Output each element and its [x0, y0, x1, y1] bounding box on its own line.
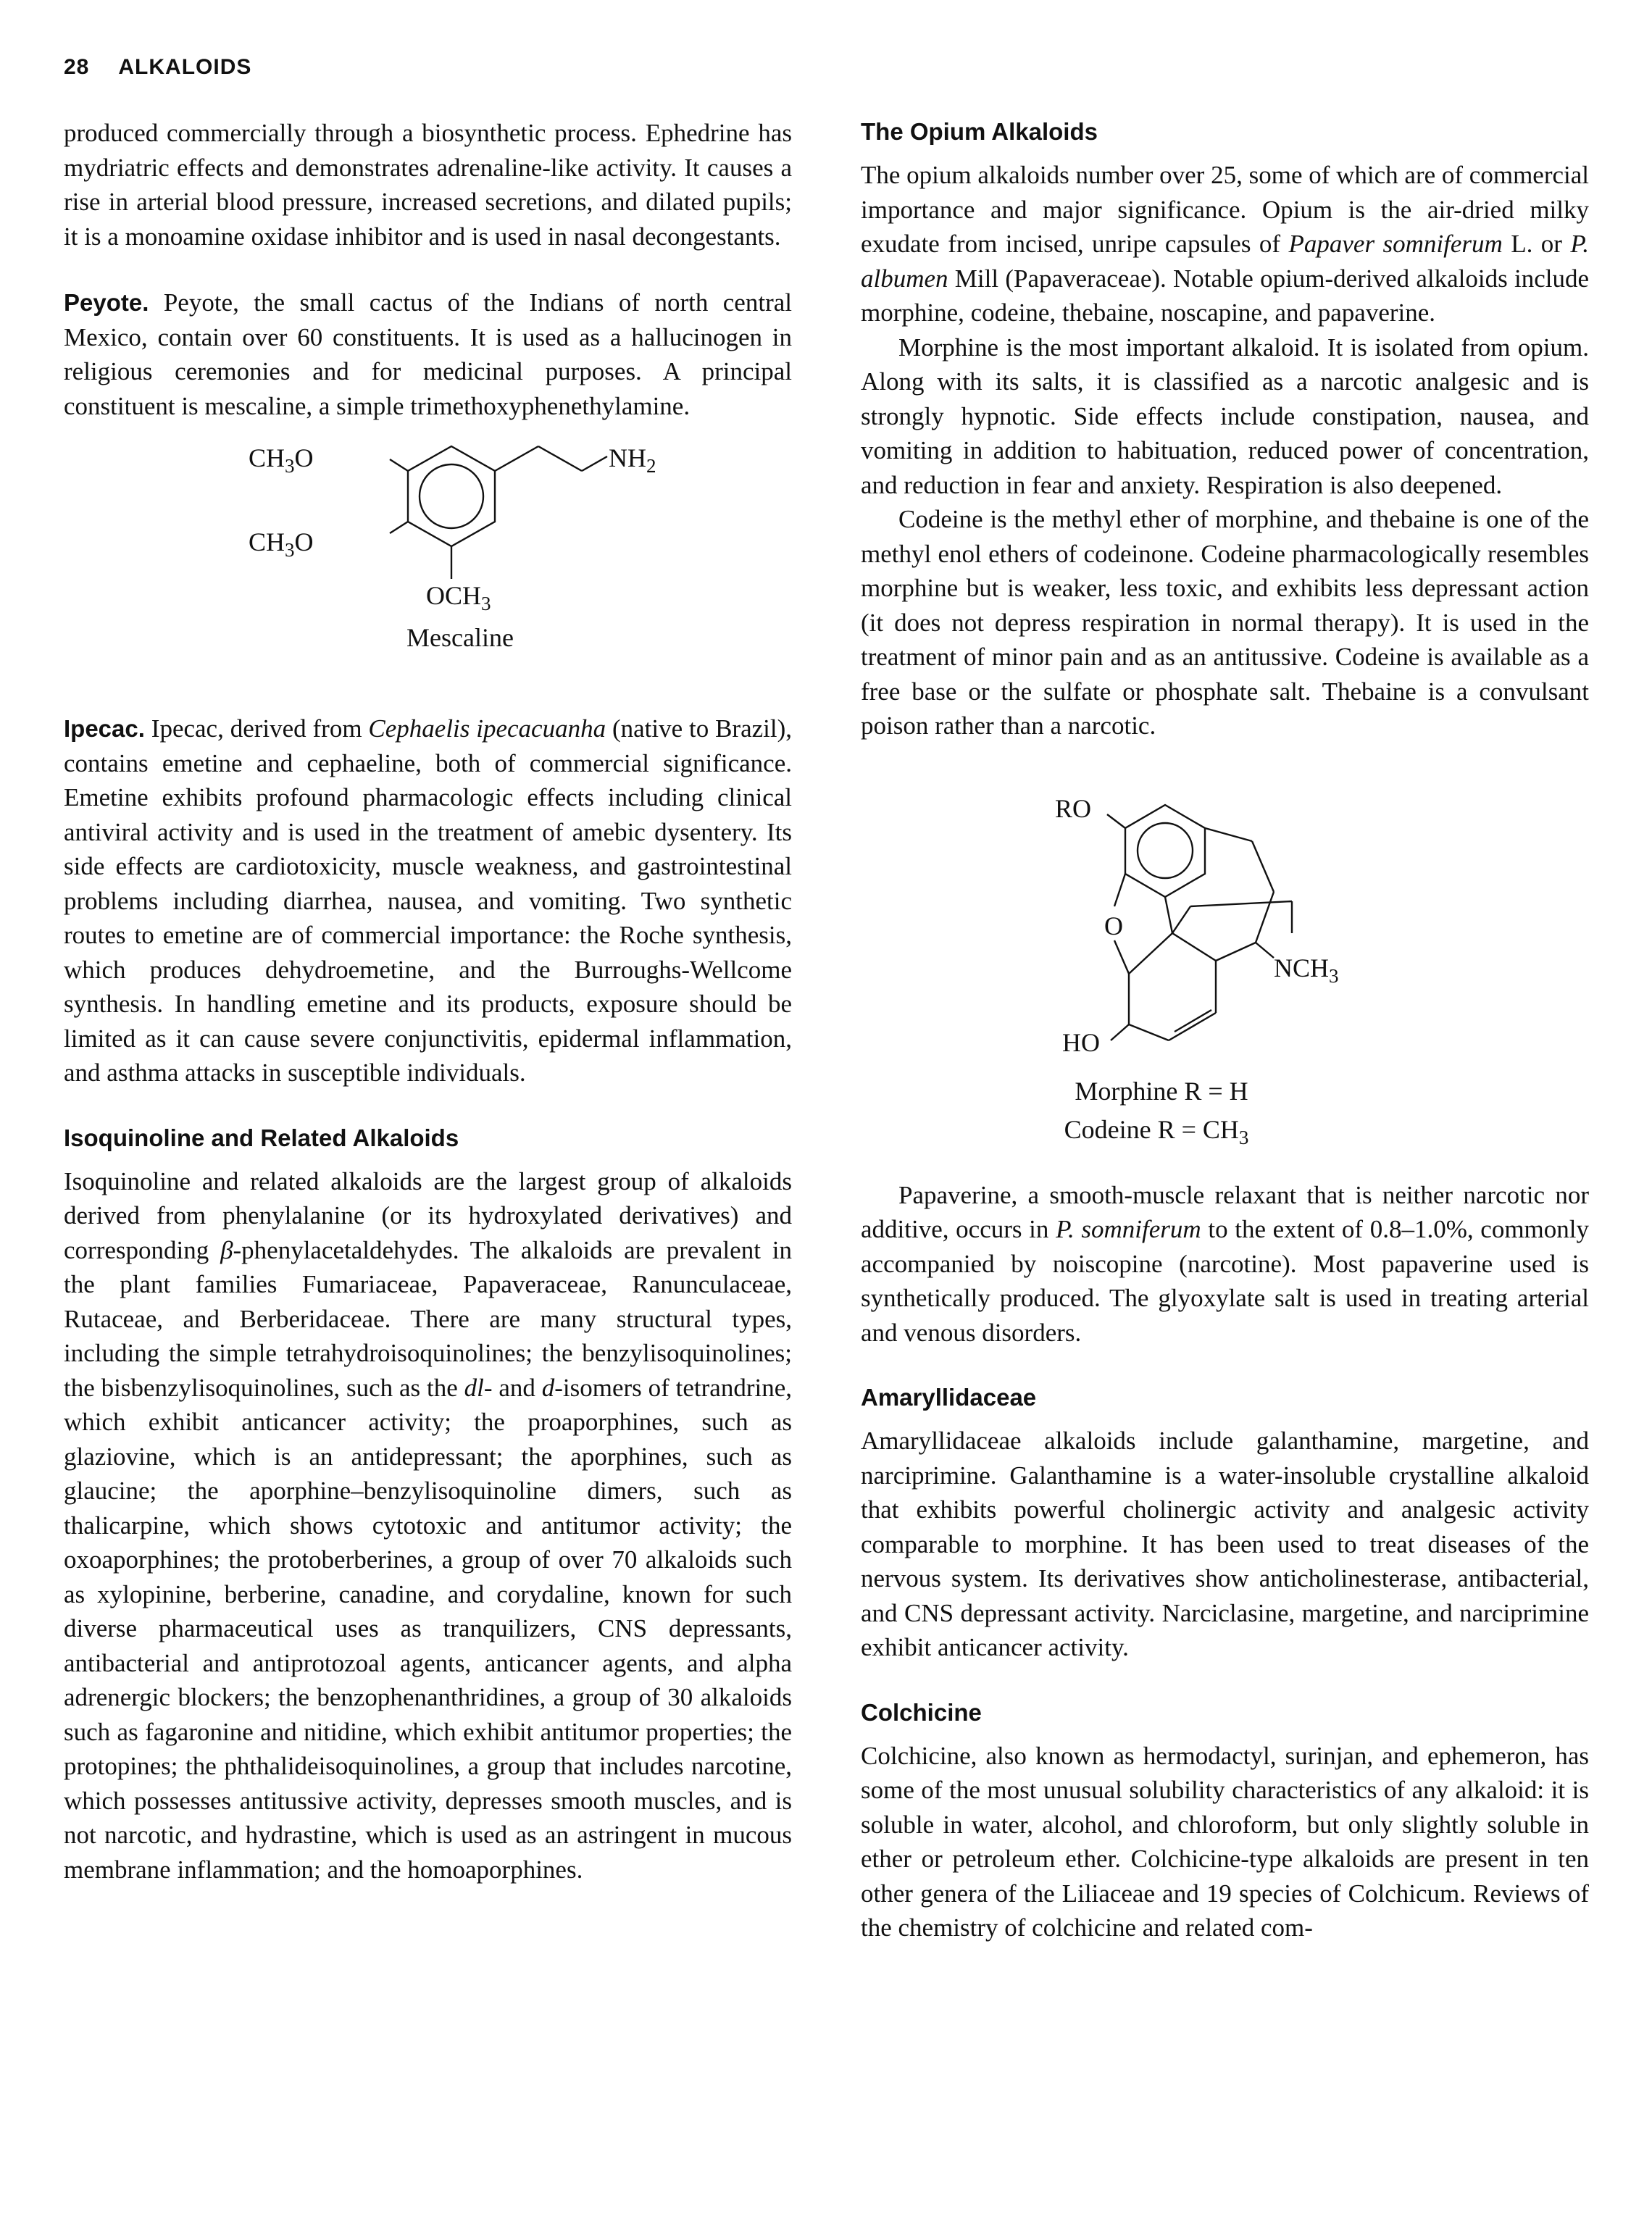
ho-bond	[1111, 1024, 1129, 1040]
right-column	[861, 116, 1589, 1945]
paragraph-papaverine	[861, 1178, 1589, 1350]
morphine-structure	[861, 743, 1589, 1178]
n-bond	[1256, 943, 1274, 958]
run-in-heading-ipecac: Ipecac.	[64, 715, 145, 742]
paragraph-amaryllidaceae: Amaryllidaceae alkaloids include galanthamine, margetine, and narciprimine. Galanthamine is a water-insoluble crystalline alkaloid that exhibits powerful cholinergic activity and analgesic activity comparable to morphine. It has been used to treat diseases of the nervous system. Its derivatives show anticholinesterase, antibacterial, and CNS depressant activity. Narciclasine, margetine, and narciprimine exhibit anticancer activity.	[861, 1427, 1589, 1661]
section-heading-colchicine: Colchicine	[861, 1698, 982, 1726]
ether-bond-2	[1114, 940, 1129, 974]
ro-label: RO	[1055, 793, 1092, 823]
bridge-bond-2	[1252, 841, 1274, 892]
opium-species-2: P. albumen	[861, 230, 1589, 293]
section-heading-opium: The Opium Alkaloids	[861, 118, 1098, 145]
benzene-ring	[408, 446, 495, 546]
ipecac-text-1: Ipecac, derived from	[144, 714, 369, 743]
mescaline-structure	[64, 423, 792, 691]
methoxy-bond-1	[390, 459, 408, 471]
page-number: 28	[64, 55, 90, 79]
papaverine-species: P. somniferum	[1056, 1215, 1201, 1243]
paragraph-isoquinoline	[64, 1164, 792, 1887]
nch3-label: $NCH_3$	[1274, 953, 1339, 987]
bridge-bond-1	[1205, 828, 1252, 841]
oxygen-label: O	[1104, 911, 1123, 940]
methoxy-label-2: $CH_3O$	[249, 527, 314, 561]
ether-bond-1	[1114, 874, 1125, 906]
opium-species-1: Papaver somniferum	[1288, 230, 1503, 258]
ethano-bridge-1	[1190, 901, 1292, 906]
paragraph-ephedrine: produced commercially through a biosynthetic process. Ephedrine has mydriatric effects and demonstrates adrenaline-like activity. It causes a rise in arterial blood pressure, increased secretions, and dilated pupils; it is a monoamine oxidase inhibitor and is used in nasal decongestants.	[64, 119, 792, 251]
ring-bond-7	[1129, 1024, 1169, 1040]
methoxy-label-3: $OCH_3$	[426, 581, 491, 614]
iso-text-1: Isoquinoline and related alkaloids are the largest group of alkaloids derived from phenylalanine (or its hydroxylated derivatives) and corresponding	[64, 1166, 792, 1264]
opium-text-2: L. or	[1502, 230, 1571, 258]
mescaline-caption: Mescaline	[406, 623, 514, 652]
ring-bond-4	[1172, 933, 1216, 961]
quaternary-bond	[1172, 906, 1190, 933]
peyote-text: Peyote, the small cactus of the Indians of north central Mexico, contain over 60 constituents. It is used as a hallucinogen in religious ceremonies and for medicinal purposes. A principal constituent is mescaline, a simple trimethoxyphenethylamine.	[64, 288, 792, 420]
iso-beta: β	[220, 1235, 233, 1264]
double-bond-outer	[1169, 1013, 1216, 1040]
running-title: ALKALOIDS	[118, 55, 252, 79]
running-header	[64, 55, 251, 80]
run-in-heading-peyote: Peyote.	[64, 289, 149, 316]
ring-bond-5	[1216, 943, 1256, 961]
double-bond-inner	[1175, 1010, 1211, 1032]
papaverine-text-2: to the extent of 0.8–1.0%, commonly accompanied by noiscopine (narcotine). Most papaverine used is synthetically produced. The glyoxylate salt is used in treating arterial and venous disorders.	[861, 1215, 1589, 1347]
paragraph-codeine: Codeine is the methyl ether of morphine, and thebaine is one of the methyl enol ethers of codeinone. Codeine pharmacologically resembles morphine but is weaker, less toxic, and exhibits less depressant action (it does not depress respiration in normal therapy). It is used in the treatment of minor pain and as an antitussive. Codeine is available as a free base or the sulfate or phosphate salt. Thebaine is a convulsant poison rather than a narcotic.	[861, 505, 1589, 740]
chain-bond-1	[495, 446, 538, 471]
ring-bond-1	[1165, 897, 1172, 933]
opium-text-3: Mill (Papaveraceae). Notable opium-derived alkaloids include morphine, codeine, thebaine, noscapine, and papaverine.	[861, 264, 1589, 327]
ho-label: HO	[1062, 1027, 1100, 1057]
ring-bond-2	[1129, 933, 1172, 974]
section-heading-amaryllidaceae: Amaryllidaceae	[861, 1384, 1037, 1411]
paragraph-peyote	[64, 285, 792, 423]
ring-bond-3	[1256, 892, 1274, 943]
iso-text-4: -isomers of tetrandrine, which exhibit anticancer activity; the proaporphines, such as glaziovine, which is an antidepressant; the aporphines, such as glaucine; the aporphine–benzylisoquinoline dimers, such as thalicarpine, which shows cytotoxic and antitumor activity; the oxoaporphines; the protoberberines, a group of over 70 alkaloids such as xylopinine, berberine, canadine, and corydaline, known for such diverse pharmaceutical uses as tranquilizers, CNS depressants, antibacterial and antiprotozoal agents, anticancer agents, and alpha adrenergic blockers; the benzophenanthridines, a group of 30 alkaloids such as fagaronine and nitidine, which exhibit antitumor properties; the protopines; the phthalideisoquinolines, a group that includes narcotine, which possesses antitussive activity, depresses smooth muscles, and is not narcotic, and hydrastine, which is used as an astringent in mucous membrane inflammation; and the homoaporphines.	[64, 1373, 792, 1884]
paragraph-colchicine: Colchicine, also known as hermodactyl, surinjan, and ephemeron, has some of the most unusual solubility characteristics of any alkaloid: it is soluble in water, alcohol, and chloroform, but only slightly soluble in ether or petroleum ether. Colchicine-type alkaloids are present in ten other genera of the Liliaceae and 19 species of Colchicum. Reviews of the chemistry of colchicine and related com-	[861, 1741, 1589, 1942]
aromatic-circle	[420, 464, 483, 528]
iso-d: d	[541, 1373, 555, 1402]
morphine-figure	[861, 743, 1589, 1178]
chain-bond-3	[582, 456, 607, 471]
methoxy-bond-2	[390, 522, 408, 533]
amine-label: $NH_2$	[609, 443, 656, 477]
paragraph-opium	[861, 158, 1589, 330]
paragraph-morphine: Morphine is the most important alkaloid. It is isolated from opium. Along with its salts, it is classified as a narcotic analgesic and is strongly hypnotic. Side effects include constipation, nausea, and vomiting in addition to habituation, reduced power of concentration, and reduction in fear and anxiety. Respiration is also deepened.	[861, 333, 1589, 499]
codeine-caption: Codeine $R = CH_3$	[1064, 1114, 1249, 1148]
chain-bond-2	[538, 446, 582, 471]
opium-text-1: The opium alkaloids number over 25, some of which are of commercial importance and major significance. Opium is the air-dried milky exudate from incised, unripe capsules of	[861, 161, 1589, 258]
ipecac-text-2: (native to Brazil), contains emetine and cephaeline, both of commercial significance. Emetine exhibits profound pharmacologic effects including clinical antiviral activity and is used in the treatment of amebic dysentery. Its side effects are cardiotoxicity, muscle weakness, and gastrointestinal problems including diarrhea, nausea, and vomiting. Two synthetic routes to emetine are of commercial importance: the Roche synthesis, which produces dehydroemetine, and the Burroughs-Wellcome synthesis. In handling emetine and its products, exposure should be limited as it can cause severe conjunctivitis, epidermal inflammation, and asthma attacks in susceptible individuals.	[64, 714, 793, 1087]
aromatic-circle	[1138, 823, 1193, 878]
iso-text-2: -phenylacetaldehydes. The alkaloids are prevalent in the plant families Fumariaceae, Papaveraceae, Ranunculaceae, Rutaceae, and Berberidaceae. There are many structural types, including the simple tetrahydroisoquinolines; the benzylisoquinolines; the bisbenzylisoquinolines, such as the	[64, 1235, 792, 1402]
iso-text-3: - and	[483, 1373, 542, 1402]
mescaline-figure	[64, 423, 792, 691]
left-column	[64, 116, 792, 1887]
methoxy-label-1: $CH_3O$	[249, 443, 314, 477]
papaverine-text-1: Papaverine, a smooth-muscle relaxant that is neither narcotic nor additive, occurs in	[861, 1180, 1589, 1243]
paragraph-ipecac	[64, 711, 792, 1090]
iso-dl: dl	[464, 1373, 484, 1402]
morphine-caption: Morphine R = H	[1075, 1076, 1248, 1106]
ro-bond	[1107, 814, 1125, 828]
ipecac-species: Cephaelis ipecacuanha	[368, 714, 606, 743]
section-heading-isoquinoline: Isoquinoline and Related Alkaloids	[64, 1124, 459, 1151]
